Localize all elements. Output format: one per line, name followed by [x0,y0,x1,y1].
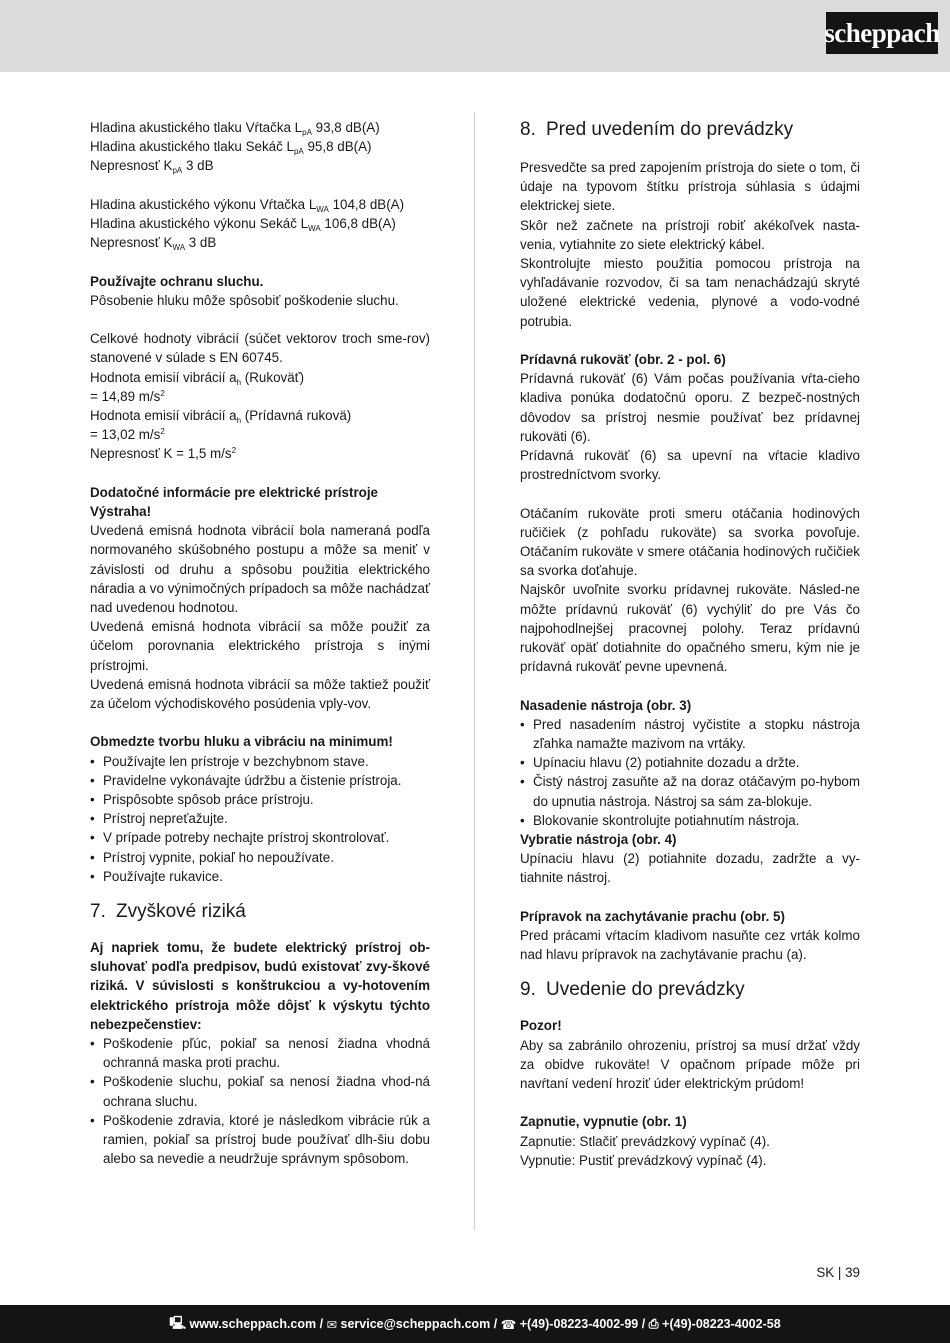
tool-remove-text: Upínaciu hlavu (2) potiahnite dozadu, zadržte a vy-tiahnite nástroj. [520,851,860,886]
vibration-handle-label: Hodnota emisií vibrácií $a_h$ (Rukoväť) [90,369,305,387]
list-item: • Prístroj vypnite, pokiaľ ho nepoužívate. [90,848,430,867]
hearing-protection-heading: Používajte ochranu sluchu. [90,273,264,289]
page-number: SK | 39 [816,1265,860,1280]
vibration-aux-value: = 13,02 $m/s^2$ [90,427,165,443]
switch-heading: Zapnutie, vypnutie (obr. 1) [520,1114,687,1130]
left-column [90,118,430,1168]
list-item: • Používajte rukavice. [90,867,430,886]
list-item: • Poškodenie zdravia, ktoré je následkom vibrácie rúk a ramien, pokiaľ sa prístroj bude používať dlh-šiu dobu alebo sa nevedie a neudržuje správnym spôsobom. [90,1111,430,1169]
tool-remove-heading: Vybratie nástroja (obr. 4) [520,832,677,848]
section-8-heading: 8. Pred uvedením do prevádzky [520,119,794,140]
dust-collector-text: Pred prácami vŕtacím kladivom nasuňte cez vrták kolmo nad hlavu prípravok na zachytávanie prachu (a). [520,928,860,963]
switch-off-text: Vypnutie: Pustiť prevádzkový vypínač (4). [520,1152,767,1168]
warning-paragraph-1: Uvedená emisná hodnota vibrácií bola nameraná podľa normovaného skúšobného postupu a môže sa meniť v závislosti od druhu a spôsobu použitia elektrického náradia a vo výnimočných prípadoch sa môže nachádzať nad uvedenou hodnotou. [90,523,430,616]
header-band [0,0,950,72]
vibration-handle-value: = 14,89 $m/s^2$ [90,388,165,404]
phone-icon: ☎ [500,1317,520,1332]
list-item: • Upínaciu hlavu (2) potiahnite dozadu a držte. [520,753,860,772]
list-item: • Blokovanie skontrolujte potiahnutím nástroja. [520,811,860,830]
hearing-protection-text: Pôsobenie hluku môže spôsobiť poškodenie sluchu. [90,292,399,308]
dust-collector-heading: Prípravok na zachytávanie prachu (obr. 5) [520,908,785,924]
sound-power-drill: Hladina akustického výkonu Vŕtačka $L_{WA}$ 104,8 dB(A) [90,196,405,214]
tool-insert-heading: Nasadenie nástroja (obr. 3) [520,697,692,713]
limit-noise-list [90,752,430,886]
aux-handle-paragraph-2: Prídavná rukoväť (6) sa upevní na vŕtacie kladivo prostredníctvom svorky. [520,448,860,483]
vibration-intro: Celkové hodnoty vibrácií (súčet vektorov troch sme-rov) stanovené v súlade s EN 60745. [90,331,430,366]
sound-power-chisel: Hladina akustického výkonu Sekáč $L_{WA}$ 106,8 dB(A) [90,216,396,233]
scheppach-logo: scheppach [826,12,938,54]
email-icon: ✉ [326,1317,341,1332]
list-item: • Používajte len prístroje v bezchybnom stave. [90,752,430,771]
section-7-heading: 7. Zvyškové riziká [90,901,246,923]
fax-icon: ⎙ [648,1316,663,1331]
tool-insert-list [520,715,860,830]
website-link[interactable]: www.scheppach.com [189,1317,317,1331]
warning-heading: Výstraha! [90,504,152,519]
limit-noise-heading: Obmedzte tvorbu hluku a vibráciu na minimum! [90,734,393,750]
list-item: • V prípade potreby nechajte prístroj skontrolovať. [90,828,430,847]
caution-text: Aby sa zabránilo ohrozeniu, prístroj sa musí držať vždy za obidve rukoväte! V opačnom prípade môže pri navŕtaní vedení hroziť úder elektrickým prúdom! [520,1037,860,1092]
switch-on-text: Zapnutie: Stlačiť prevádzkový vypínač (4). [520,1133,770,1149]
sound-power-uncertainty: Nepresnosť $K_{WA}$ 3 dB [90,235,217,253]
section-7-intro: Aj napriek tomu, že budete elektrický prístroj ob-sluhovať podľa predpisov, budú existovať zvy-škové riziká. V súvislosti s konštrukciou a vy-hotovením elektrického prístroja môže dôjsť k výskytu týchto nebezpečenstiev: [90,940,430,1032]
fax-number: +(49)-08223-4002-58 [662,1317,781,1331]
caution-heading: Pozor! [520,1018,562,1034]
phone-number: +(49)-08223-4002-99 [519,1317,639,1331]
list-item: • Čistý nástroj zasuňte až na doraz otáčavým po-hybom do upnutia nástroja. Nástroj sa sám za-blokuje. [520,772,860,810]
right-column [520,118,860,1170]
email-link[interactable]: service@scheppach.com [340,1317,491,1331]
aux-handle-paragraph-4: Najskôr uvoľnite svorku prídavnej rukoväte. Násled-ne môžte prídavnú rukoväť (6) vychýliť do pre Vás čo najpohodlnejšej pracovnej polohy. Teraz prídavnú rukoväť opäť dotiahnite do opačného smeru, kým nie je prídavná rukoväť pevne upevnená. [520,582,860,675]
aux-handle-paragraph-1: Prídavná rukoväť (6) Vám počas používania vŕta-cieho kladiva ponúka dodatočnú oporu. Z bezpeč-nostných dôvodov sa prístroj nesmie používať bez prídavnej rukoväti (6). [520,371,860,444]
list-item: • Poškodenie pľúc, pokiaľ sa nenosí žiadna vhodná ochranná maska proti prachu. [90,1034,430,1072]
computer-icon: 🖳 [169,1315,190,1330]
section-8-paragraph-3: Skontrolujte miesto použitia pomocou prístroja na vyhľadávanie rozvodov, či sa tam nenachádzajú skryté uložené elektrické vedenia, plynové a vodo-vodné potrubia. [520,256,860,329]
column-divider [474,112,475,1230]
list-item: • Poškodenie sluchu, pokiaľ sa nenosí žiadna vhod-ná ochrana sluchu. [90,1072,430,1110]
list-item: • Pravidelne vykonávajte údržbu a čistenie prístroja. [90,771,430,790]
list-item: • Pred nasadením nástroj vyčistite a stopku nástroja zľahka namažte mazivom na vrtáky. [520,715,860,753]
footer-bar: 🖳 www.scheppach.com / ✉ service@scheppach.com / ☎ +(49)-08223-4002-99 / ⎙ +(49)-08223-4002-58 [0,1305,950,1343]
extra-info-heading: Dodatočné informácie pre elektrické prístroje [90,484,378,500]
sound-pressure-drill: Hladina akustického tlaku Vŕtačka $L_{pA}$ 93,8 dB(A) [90,120,380,137]
aux-handle-paragraph-3: Otáčaním rukoväte proti smeru otáčania hodinových ručičiek (z pohľadu rukoväte) sa svorka povoľuje. Otáčaním rukoväte v smere otáčania hodinových ručičiek sa svorka doťahuje. [520,505,860,579]
section-8-paragraph-1: Presvedčte sa pred zapojením prístroja do siete o tom, či údaje na typovom štítku prístroja súhlasia s údajmi elektrickej siete. [520,160,860,214]
vibration-aux-label: Hodnota emisií vibrácií $a_h$ (Prídavná rukovä) [90,408,352,425]
section-9-heading: 9. Uvedenie do prevádzky [520,979,745,1001]
warning-paragraph-2: Uvedená emisná hodnota vibrácií sa môže použiť za účelom porovnania elektrického prístroja s inými prístrojmi. [90,619,430,673]
section-8-paragraph-2: Skôr než začnete na prístroji robiť akékoľvek nasta-venia, vytiahnite zo siete elektrický kábel. [520,217,860,252]
warning-paragraph-3: Uvedená emisná hodnota vibrácií sa môže taktiež použiť za účelom východiskového posúdenia vply-vov. [90,676,430,712]
aux-handle-heading: Prídavná rukoväť (obr. 2 - pol. 6) [520,352,726,368]
residual-risks-list [90,1034,430,1168]
list-item: • Prispôsobte spôsob práce prístroju. [90,790,430,809]
vibration-uncertainty: Nepresnosť K = 1,5 $m/s^2$ [90,446,237,462]
sound-pressure-chisel: Hladina akustického tlaku Sekáč $L_{pA}$ 95,8 dB(A) [90,139,372,157]
list-item: • Prístroj nepreťažujte. [90,809,430,828]
sound-pressure-uncertainty: Nepresnosť $K_{pA}$ 3 dB [90,158,214,176]
